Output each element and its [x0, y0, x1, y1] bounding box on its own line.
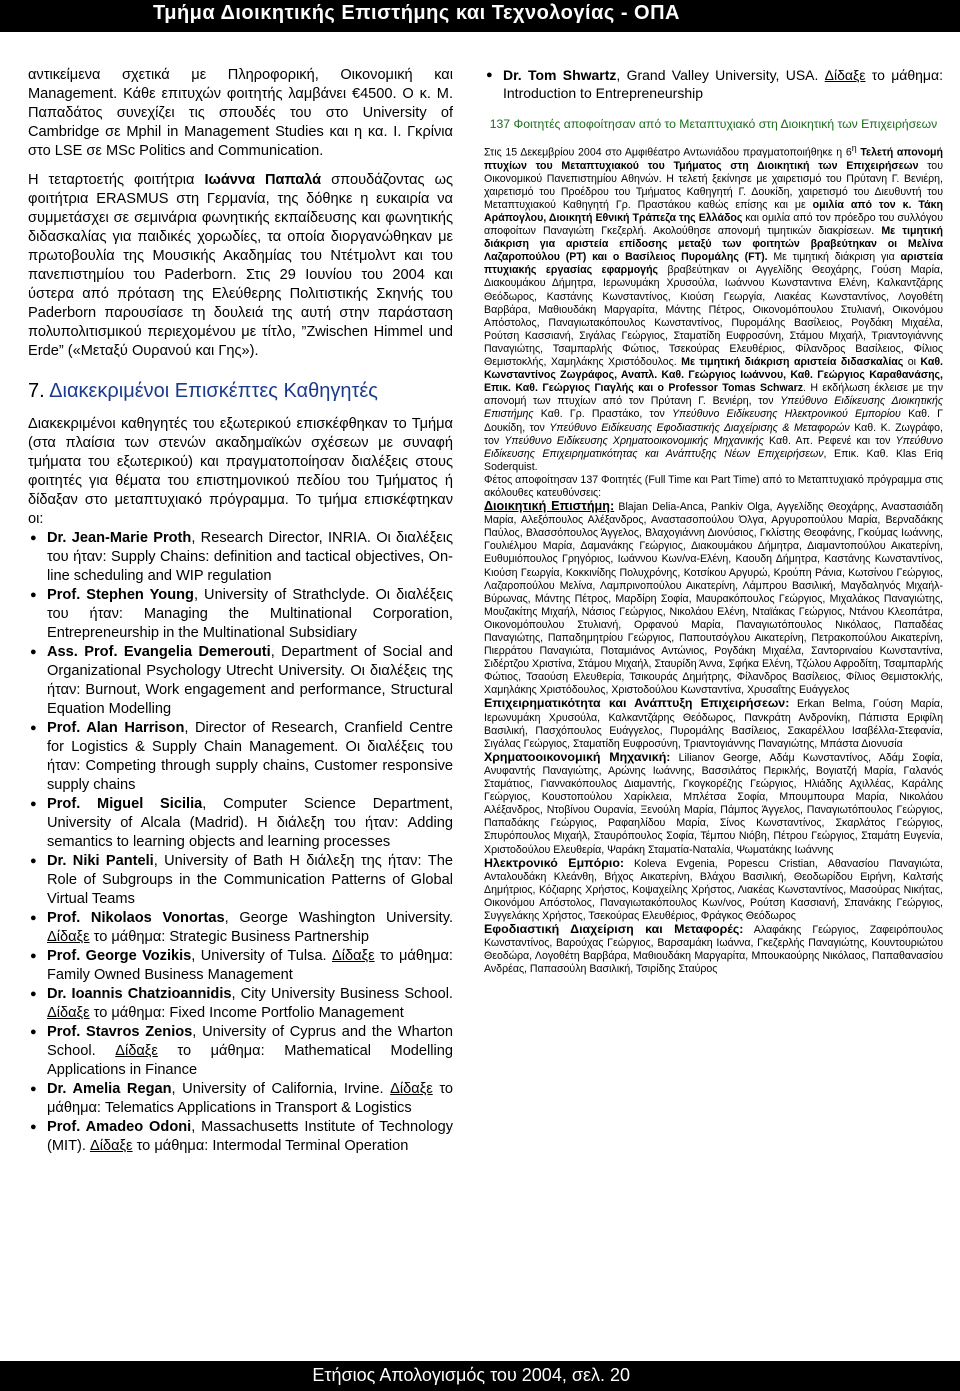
- section-title: Διακεκριμένοι Επισκέπτες Καθηγητές: [49, 380, 378, 402]
- list-item: ● Dr. Amelia Regan, University of California, Irvine. Δίδαξε το μάθημα: Telematics Applications in Transport & Logistics: [28, 1080, 453, 1118]
- list-item: ● Ass. Prof. Evangelia Demerouti, Department of Social and Organizational Psychology Utrecht University. Οι διαλέξεις της ήταν: Burnout, Work engagement and performance, Structural Equation Modelling: [28, 643, 453, 719]
- specialization-management-science: Διοικητική Επιστήμη: Blajan Delia-Anca, Pankiv Olga, Αγγελίδης Θεοχάρης, Αναστασιάδη Μαρία, Αλεξόπουλος Αλέξανδρος, Αναστασοπούλου Όλγα, Αργυροπούλου Μαρία, Βερναδάκης Παύλος, Βλασσόπουλος Άγγελος, Βλαχογιάννη Διονύσιος, Γκλίστης Θεοφάνης, Γκούμας Ιωάννης, Γουλιέλμου Μαρία, Δαμανάκης Γεώργιος, Διακουμάκου Δήμητρα, Διαμαντοπούλου Αικατερίνη, Ευθυμιόπουλος Γρηγόριος, Ιωάννου Κων/να-Ελένη, Καουδη Δήμητρα, Καστάνης Κωνσταντίνος, Κιούση Γεωργία, Κοκκινίδης Πολυχρόνης, Κοτσίκου Αργυρώ, Κρούπη Ράνια, Κωτσίνου Γεώργιος, Λαζαροπούλου Μελίνα, Λαμπρινοπούλου Αικατερίνη, Λάμπρου Βασιλική, Μαγδαληνός Μιχαήλ-Βύρωνας, Μάντης Πέτρος, Μαρδίρη Σοφία, Μαυρακόπουλος Γεώργιος, Μιχαλάκος Παναγιώτης, Μουζακίτης Μιχαήλ, Νάσιος Γεώργιος, Νικολάου Ελένη, Νταϊάκας Γεώργιος, Ντάνου Κλεοπάτρα, Οικονομόπουλου Στυλιανή, Ορφανού Μαρία, Παναγιωτόπουλος Νικόλαος, Παπαδέας Παναγιώτης, Παπαδημητρίου Γεώργιος, Παπουτσόγλου Αικατερίνη, Πετρακοπούλου Αικατερίνη, Πιερράτου Παναγιώτα, Ποταμιάνος Αντώνιος, Ρογδάκη Μιχαέλα, Σαντοριναίου Κωνσταντίνα, Σιδέρτζου Χριστίνα, Στάμου Μιχαήλ, Σταυρίδη Άννα, Σφήκα Ελένη, Τζώλου Αφροδίτη, Τσαμπαρλής Φώτιος, Τσαούση Ελευθερία, Τσικουράς Δημήτρης, Φίλανδρος Βασίλειος, Φίλιος Θεμιστοκλής, Χαμηλάκης Χριστόδουλος, Χριστοδούλου Κωνσταντίνα, Χρυσαΐτης Ευάγγελος: [484, 499, 943, 697]
- list-item: ● Dr. Ioannis Chatzioannidis, City University Business School. Δίδαξε το μάθημα: Fixed Income Portfolio Management: [28, 985, 453, 1023]
- page-header: [0, 0, 960, 32]
- left-column: [28, 66, 453, 1156]
- page-footer: [0, 1361, 960, 1391]
- list-item: ● Prof. George Vozikis, University of Tulsa. Δίδαξε το μάθημα: Family Owned Business Management: [28, 947, 453, 985]
- header-title: Τμήμα Διοικητικής Επιστήμης και Τεχνολογίας - ΟΠΑ: [152, 2, 680, 24]
- list-item: ● Dr. Niki Panteli, University of Bath Η διάλεξη της ήταν: The Role of Subgroups in the Communication Patterns of Global Virtual Teams: [28, 852, 453, 909]
- graduation-heading: 137 Φοιτητές αποφοίτησαν από το Μεταπτυχιακό στη Διοικητική των Επιχειρήσεων: [489, 117, 938, 131]
- specialization-logistics: Εφοδιαστική Διαχείριση και Μεταφορές: Αλαφάκης Γεώργιος, Ζαφειρόπουλος Κωνσταντίνος, Βαρούχας Γεώργιος, Βαρσαμάκη Ιωάννα, Γκεζερλής Παναγιώτης, Κουντουριώτου Θεοδώρα, Λογοθέτη Βαρβάρα, Μαθιουδάκη Μαργαρίτα, Μπουκαούρης Νικόλαος, Παπαθανασίου Ανδρέας, Παπασούλη Βασιλική, Τσιρίδης Σταύρος: [484, 922, 943, 976]
- list-item: ● Prof. Stephen Young, University of Strathclyde. Οι διαλέξεις του ήταν: Managing the Multinational Corporation, Entrepreneurship in the Multinational Subsidiary: [28, 586, 453, 643]
- student-name: Ιωάννα Παπαλά: [204, 172, 322, 188]
- section-heading: [28, 379, 453, 403]
- list-item: ● Dr. Tom Shwartz, Grand Valley University, USA. Δίδαξε το μάθημα: Introduction to Entrepreneurship: [484, 66, 943, 102]
- list-item: ● Prof. Alan Harrison, Director of Research, Cranfield Centre for Logistics & Supply Chain Management. Οι διαλέξεις του ήταν: Competing through supply chains, Customer responsive supply chains: [28, 719, 453, 795]
- right-column: [484, 66, 943, 976]
- footer-text: Ετήσιος Απολογισμός του 2004, σελ. 20: [312, 1365, 630, 1385]
- professor-list-continued: [484, 66, 943, 102]
- paragraph-scholarships: αντικείμενα σχετικά με Πληροφορική, Οικονομική και Management. Κάθε επιτυχών φοιτητής λαμβάνει €4500. Ο κ. Μ. Παπαδάτος συνεχίζει τις σπουδές του στο University of Cambridge σε Mphil in Management Studies και η κα. Ι. Γκρίνια στο LSE σε MSc Politics and Communication.: [28, 67, 453, 159]
- list-item: ● Prof. Miguel Sicilia, Computer Science Department, University of Alcala (Madrid). Η διάλεξη του ήταν: Adding semantics to learning objects and learning processes: [28, 795, 453, 852]
- list-item: ● Prof. Nikolaos Vonortas, George Washington University. Δίδαξε το μάθημα: Strategic Business Partnership: [28, 909, 453, 947]
- graduation-paragraph: Στις 15 Δεκεμβρίου 2004 στο Αμφιθέατρο Αντωνιάδου πραγματοποιήθηκε η $6^\eta$ Τελετή απονομή πτυχίων του Μεταπτυχιακού του Τμήματος στη Διοικητική των Επιχειρήσεων του Οικονομικού Πανεπιστημίου Αθηνών. Η τελετή ξεκίνησε με χαιρετισμό του Πρύτανη Γ. Βενιέρη, χαιρετισμό του Προέδρου του Τμήματος Καθηγητή Γ. Δουκίδη, χαιρετισμό του Διευθυντή του Μεταπτυχιακού Καθηγητή Γρ. Πραστάκου καθώς επίσης και με ομιλία από τον κ. Τάκη Αράπογλου, Διοικητή Εθνική Τράπεζα της Ελλάδος και ομιλία από τον πρόεδρο του συλλόγου αποφοίτων Παναγιώτη Γκεζερλή. Ακολούθησε απονομή τιμητικών διακρίσεων. Με τιμητική διάκριση για αριστεία επίδοσης μεταξύ των φοιτητών βραβεύτηκαν οι Μελίνα Λαζαροπούλου (ΡΤ) και ο Βασίλειος Πυρομάλης (FT). Με τιμητική διάκριση για αριστεία πτυχιακής εργασίας εφαρμογής βραβεύτηκαν οι Αγγελίδης Θεοχάρης, Γούση Μαρία, Διακουμάκου Δήμητρα, Ιερωνυμάκη Χρυσούλα, Ιωάννου Κωνσταντινα Ελένη, Καλκαντζάρης Θεόδωρος, Καστάνης Κωνσταντίνος, Κιούση Γεωργία, Λιακέας Κωνσταντίνος, Λογοθέτη Βαρβάρα, Μαθιουδάκη Μαργαρίτα, Μάντης Πέτρος, Οικονομόπουλου Στυλιανή, Οικονόμου Απόστολος, Παναγιωτακόπουλος Κωνσταντίνος, Πυρομάλης Βασίλειος, Ρογδάκη Μιχαέλα, Ρούτση Κασσιανή, Σιγάλας Γεώργιος, Σταματίδη Ευφροσύνη, Στάμου Μιχαήλ, Τριαντογιάννης Παναγιώτης, Τσαμπαρλής Φώτιος, Τσεκούρας Ελευθέριος, Φίλανδρος Βασίλειος, Φίλιος Θεμιστοκλής, Χαμηλάκης Χριστόδουλος. Με τιμητική διάκριση αριστεία διδασκαλίας οι Καθ. Κωνσταντίνος Ζωγράφος, Αναπλ. Καθ. Γεώργιος Ιωάννου, Καθ. Γεώργιος Καραθανάσης, Επικ. Καθ. Γεώργιος Γιαγλής και ο Professor Tomas Schwarz. Η εκδήλωση έκλεισε με την απονομή των πτυχίων από τον Πρύτανη Γ. Βενιέρη, τον Υπεύθυνο Ειδίκευσης Διοικητικής Επιστήμης Καθ. Γρ. Πραστάκο, τον Υπεύθυνο Ειδίκευσης Ηλεκτρονικού Εμπορίου Καθ. Γ Δουκίδη, τον Υπεύθυνο Ειδίκευσης Εφοδιαστικής Διαχείρισης & Μεταφορών Καθ. Κ. Ζωγράφο, τον Υπεύθυνο Ειδίκευσης Χρηματοοικονομικής Μηχανικής Καθ. Απ. Ρεφενέ και τον Υπεύθυνο Ειδίκευσης Επιχειρηματικότητας και Ανάπτυξης Νέων Επιχειρήσεων, Επικ. Καθ. Klas Eriq Soderquist.: [484, 143, 944, 473]
- section-number: 7.: [28, 380, 45, 402]
- specialization-ecommerce: Ηλεκτρονικό Εμπόριο: Koleva Evgenia, Popescu Cristian, Αθανασίου Παναγιώτα, Ανταλουδάκη Κλεάνθη, Βήχος Αικατερίνη, Βλάχου Βασιλική, Θεοδωρίδου Ειρήνη, Καλτσής Δημήτριος, Κόζιαρης Χρήστος, Κοψαχείλης Χρήστος, Λιακέας Κωνσταντίνος, Μασούρας Νικήτας, Οικονόμου Απόστολος, Παναγιωτακόπουλος Κων/νος, Ρούτση Κασσιανή, Σπανάκης Γεώργιος, Συγγελάκης Χρήστος, Τσεκούρας Ελευθέριος, Φράγκος Θεόδωρος: [484, 855, 943, 922]
- professor-list: [28, 529, 453, 1156]
- specialization-financial-engineering: Χρηματοοικονομική Μηχανική: Lilianov George, Αδάμ Κωνσταντίνος, Αδάμ Σοφία, Ανυφαντής Παναγιώτης, Αρώνης Ιωάννης, Βασσιλάτος Περικλής, Βογιατζή Μαρία, Γαλανός Σταμάτιος, Γιαννακόπουλος Διαμαντής, Γκογκορέζης Γεώργιος, Ηλιάδης Αχιλλέας, Καράλης Γεώργιος, Κουστοπούλου Χαρίκλεια, Μπλέτσα Σοφία, Μπουμπουρα Μαρία, Νικολάου Αλέξανδρος, Ντοβίνου Ουρανία, Ξενούλη Μαρία, Πάμπος Άγγελος, Παναγιωτόπουλος Γεώργιος, Παπαδάκης Γεώργιος, Ραφαηλίδου Μαρία, Σίνος Κωνσταντίνος, Σκαρλάτος Γεώργιος, Σπυρόπουλος Μιχαήλ, Σταυρόπουλος Σοφία, Τέμπου Νιόβη, Πέτρου Γεώργιος, Σταμάτη Ευγενία, Χριστοδούλου Ελευθερία, Ψαράκη Σταματία-Ναταλία, Ψωματάκης Ιωάννης: [484, 749, 943, 856]
- list-item: ● Prof. Amadeo Odoni, Massachusetts Institute of Technology (MIT). Δίδαξε το μάθημα: Intermodal Terminal Operation: [28, 1118, 453, 1156]
- specialization-entrepreneurship: Επιχειρηματικότητα και Ανάπτυξη Επιχειρήσεων: Erkan Belma, Γούση Μαρία, Ιερωνυμάκη Χρυσούλα, Καλκαντζάρης Θεόδωρος, Πανκράτη Ανδρονίκη, Πάπιστα Εριφίλη Βασιλική, Πασχόπουλος Ευάγγελος, Πυρομάλης Βασίλειος, Σακαρέλλου Ισαβέλλα-Στεφανία, Σιγάλας Γεώργιος, Σταματίδη Ευφροσύνη, Τριαντογιάννης Παναγιώτης, Μπάστα Διονυσία: [484, 696, 944, 750]
- paragraph-papala: Η τεταρτοετής φοιτήτρια Ιωάννα Παπαλά σπουδάζοντας ως φοιτήτρια ERASMUS στη Γερμανία, της δόθηκε η ευκαιρία να συμμετάσχει σε σεμινάρια φωνητικής εκπαίδευσης και φωνητικής διδασκαλίας για παιδικές χορωδίες, τα οποία διοργανώθηκαν με πρωτοβουλία της Μουσικής Ακαδημίας του Ντέτμολντ και του πανεπιστημίου του Paderborn. Στις 29 Ιουνίου του 2004 και ύστερα από πρόταση της Ελεύθερης Πολιτιστικής Σκηνής του Paderborn παρουσίασε τη δουλειά της αυτή στην παράσταση πολυπολιτισμικού περιεχομένου με τίτλο, ”Zwischen Himmel und Erde” («Μεταξύ Ουρανού και Γης»).: [28, 172, 453, 359]
- list-item: ● Prof. Stavros Zenios, University of Cyprus and the Wharton School. Δίδαξε το μάθημα: Mathematical Modelling Applications in Finance: [28, 1023, 453, 1080]
- section-intro: Διακεκριμένοι καθηγητές του εξωτερικού επισκέφθηκαν το Τμήμα (στα πλαίσια των στενών ακαδημαϊκών σχέσεων με συναφή τμήματα του εξωτερικού) και πραγματοποίησαν διαλέξεις στους φοιτητές για θέματα του επιστημονικού πεδίου του Τμήματος ή δίδαξαν στο μεταπτυχιακό πρόγραμμα. Το τμήμα επισκέφτηκαν οι:: [28, 416, 453, 527]
- list-item: ● Dr. Jean-Marie Proth, Research Director, INRIA. Οι διαλέξεις του ήταν: Supply Chains: definition and tactical objectives, On-line scheduling and WIP regulation: [28, 529, 453, 586]
- graduates-intro: Φέτος αποφοίτησαν 137 Φοιτητές (Full Time και Part Time) από το Μεταπτυχιακό πρόγραμμα στις ακόλουθες κατευθύνσεις:: [484, 473, 943, 499]
